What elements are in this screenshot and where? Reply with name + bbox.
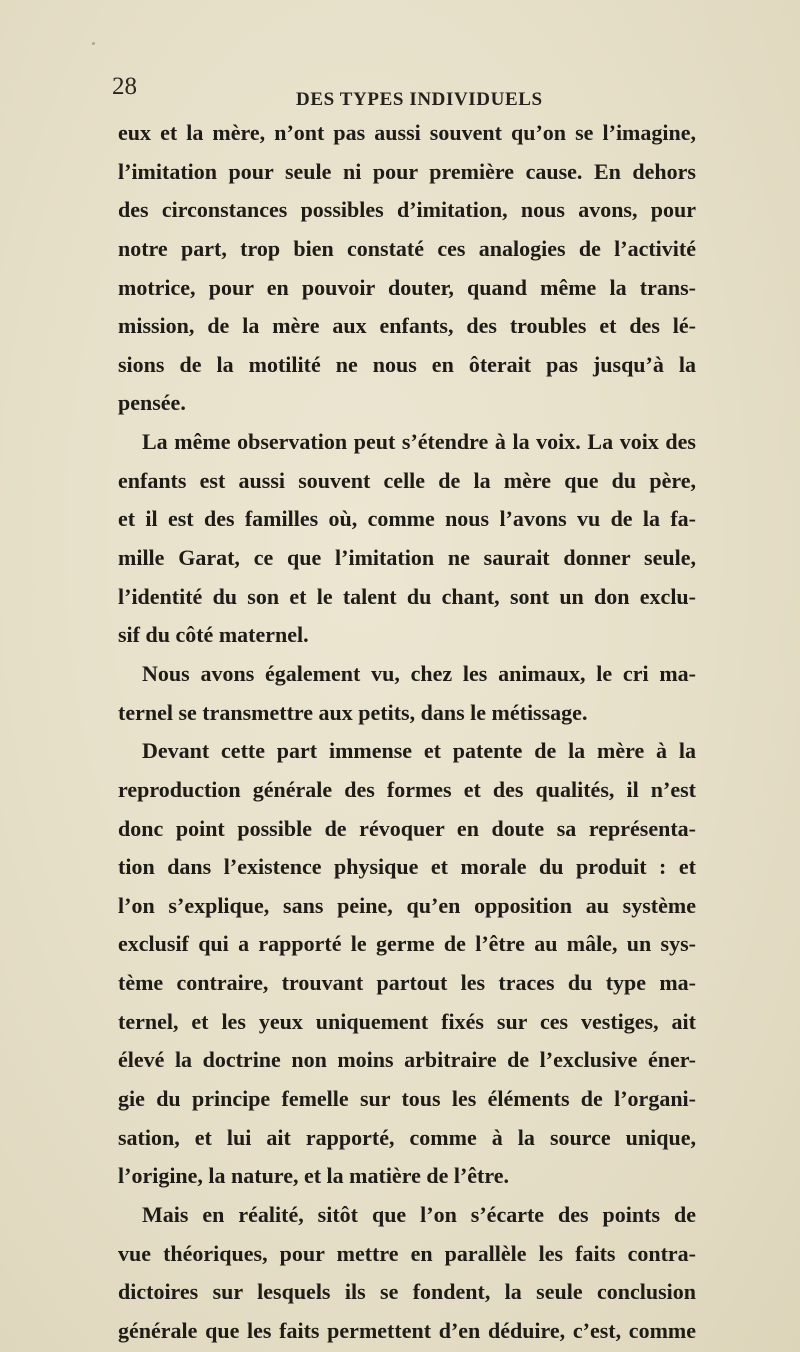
- text-line: élevé la doctrine non moins arbitraire de l’exclusive éner-: [118, 1047, 696, 1073]
- text-line: gie du principe femelle sur tous les éléments de l’organi-: [118, 1086, 696, 1112]
- text-line: ternel, et les yeux uniquement fixés sur ces vestiges, ait: [118, 1008, 696, 1034]
- text-line: tème contraire, trouvant partout les traces du type ma-: [118, 970, 696, 996]
- text-line: dictoires sur lesquels ils se fondent, la seule conclusion: [118, 1279, 696, 1305]
- body-text: [118, 114, 696, 1351]
- text-line: La même observation peut s’étendre à la voix. La voix des: [142, 429, 696, 455]
- text-line: ternel se transmettre aux petits, dans le métissage.: [118, 699, 588, 725]
- text-line: vue théoriques, pour mettre en parallèle les faits contra-: [118, 1240, 696, 1266]
- text-line: l’imitation pour seule ni pour première cause. En dehors: [118, 158, 696, 184]
- text-line: tion dans l’existence physique et morale du produit : et: [118, 854, 696, 880]
- text-line: donc point possible de révoquer en doute sa représenta-: [118, 815, 696, 841]
- text-line: et il est des familles où, comme nous l’avons vu de la fa-: [118, 506, 696, 532]
- text-line: des circonstances possibles d’imitation, nous avons, pour: [118, 197, 696, 223]
- text-line: sif du côté maternel.: [118, 622, 309, 648]
- text-line: reproduction générale des formes et des qualités, il n’est: [118, 776, 696, 802]
- text-line: Nous avons également vu, chez les animaux, le cri ma-: [142, 660, 696, 686]
- text-line: mille Garat, ce que l’imitation ne saurait donner seule,: [118, 545, 696, 571]
- text-line: sation, et lui ait rapporté, comme à la source unique,: [118, 1124, 696, 1150]
- text-line: notre part, trop bien constaté ces analogies de l’activité: [118, 235, 696, 261]
- text-line: l’on s’explique, sans peine, qu’en opposition au système: [118, 892, 696, 918]
- text-line: Mais en réalité, sitôt que l’on s’écarte des points de: [142, 1201, 696, 1227]
- text-line: Devant cette part immense et patente de la mère à la: [142, 738, 696, 764]
- text-line: exclusif qui a rapporté le germe de l’être au mâle, un sys-: [118, 931, 696, 957]
- text-line: pensée.: [118, 390, 186, 416]
- page-number: 28: [112, 73, 137, 100]
- text-line: générale que les faits permettent d’en déduire, c’est, comme: [118, 1317, 696, 1343]
- text-line: mission, de la mère aux enfants, des troubles et des lé-: [118, 313, 696, 339]
- text-line: sions de la motilité ne nous en ôterait pas jusqu’à la: [118, 351, 696, 377]
- text-line: enfants est aussi souvent celle de la mère que du père,: [118, 467, 696, 493]
- text-line: eux et la mère, n’ont pas aussi souvent qu’on se l’imagine,: [118, 120, 696, 145]
- text-line: motrice, pour en pouvoir douter, quand même la trans-: [118, 274, 696, 300]
- paper-speck: [92, 42, 95, 45]
- running-title: DES TYPES INDIVIDUELS: [296, 89, 543, 110]
- text-line: l’origine, la nature, et la matière de l’être.: [118, 1163, 509, 1189]
- text-line: l’identité du son et le talent du chant, sont un don exclu-: [118, 583, 696, 609]
